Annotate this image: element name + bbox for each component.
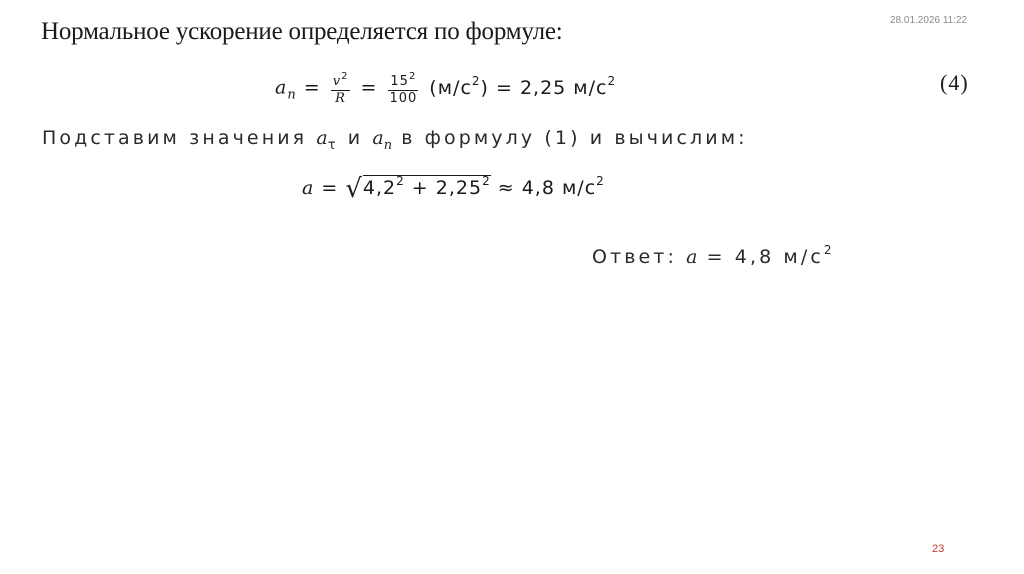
fraction-v2-over-R: $\frac{v^2}{R}$ <box>332 71 349 106</box>
result: ≈ 4,8 $м/с^2$ <box>490 174 605 199</box>
page-number: 23 <box>932 543 945 555</box>
symbol-a: a <box>275 76 288 99</box>
symbol-a-tau: a <box>316 127 328 149</box>
answer-value: = 4,8 м/с <box>697 246 824 268</box>
radicand: $4,2^2 + 2,25^2$ <box>362 174 491 199</box>
units: $(м/с^2)$ <box>422 73 489 99</box>
symbol-a-n: a <box>372 127 384 149</box>
formula-normal-acceleration <box>275 70 616 106</box>
symbol-a: a <box>302 177 315 199</box>
heading: Нормальное ускорение определяется по формуле: <box>41 18 563 45</box>
symbol-a: a <box>686 246 698 268</box>
substitute-line: Подставим значения $a_\tau$ и $a_n$ в формулу (1) и вычислим: <box>42 127 748 153</box>
subscript-n: n <box>287 87 297 103</box>
equals-sign: = <box>353 76 385 99</box>
timestamp: 28.01.2026 11:22 <box>890 15 968 26</box>
answer-label: Ответ: <box>592 246 687 268</box>
formula-total-acceleration: $a = √4,2^2 + 2,25^2 \approx 4,8$ $м/с^2$ <box>302 174 605 204</box>
equals-sign: = <box>296 76 328 99</box>
answer: Ответ: a = 4,8 $м/с^2$ <box>592 243 835 268</box>
fraction-152-over-100: $\frac{15^2}{100}$ <box>389 71 418 106</box>
equation-number: (4) <box>940 70 969 95</box>
sqrt-icon: √ <box>345 174 363 204</box>
result: = 2,25 $м/с^2$ <box>488 73 617 99</box>
